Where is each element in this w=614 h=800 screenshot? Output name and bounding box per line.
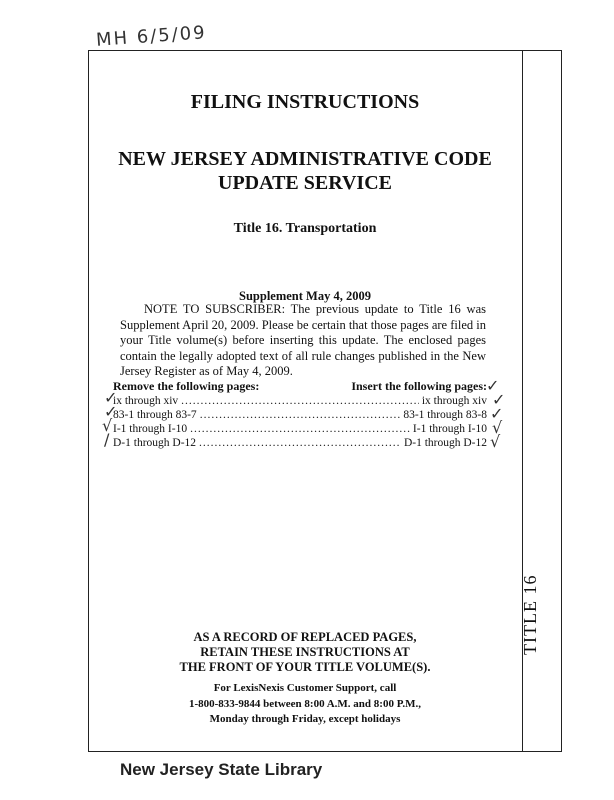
- leader-dots: [200, 409, 401, 421]
- table-row: [113, 395, 487, 409]
- customer-support: [88, 681, 522, 728]
- support-line: For LexisNexis Customer Support, call: [213, 682, 397, 694]
- record-line: THE FRONT OF YOUR TITLE VOLUME(S).: [179, 660, 431, 674]
- table-header: [113, 379, 487, 394]
- spine-label: TITLE 16: [520, 574, 540, 655]
- checkmark-icon: √: [490, 432, 501, 451]
- subscriber-note-text: NOTE TO SUBSCRIBER: The previous update to Title 16 was Supplement April 20, 2009. Please be certain that those pages are filed in your Title volume(s) before inserting this update. The enclosed pages contain the legally adopted text of all rule changes published in the New Jersey Register as of May 4, 2009.: [120, 302, 486, 378]
- record-line: AS A RECORD OF REPLACED PAGES,: [193, 630, 417, 644]
- checkmark-icon: /: [104, 430, 110, 449]
- code-heading-line2: UPDATE SERVICE: [218, 172, 392, 194]
- record-line: RETAIN THESE INSTRUCTIONS AT: [200, 645, 410, 659]
- library-stamp: New Jersey State Library: [120, 760, 323, 779]
- support-phone: 1-800-833-9844 between 8:00 A.M. and 8:00 P.M.,: [188, 697, 422, 710]
- checkmark-icon: √: [102, 416, 113, 435]
- checkmark-icon: ✓: [492, 390, 506, 409]
- insert-header: Insert the following pages:: [351, 379, 487, 393]
- handwritten-note: MH 6/5/09: [95, 22, 208, 51]
- checkmark-icon: ✓: [104, 402, 118, 421]
- remove-range: D-1 through D-12: [113, 437, 197, 449]
- remove-range: ix through xiv: [113, 395, 179, 407]
- table-row: [113, 423, 487, 437]
- checkmark-icon: ✓: [104, 388, 118, 407]
- leader-dots: [199, 437, 401, 449]
- leader-dots: [190, 423, 410, 435]
- insert-range: 83-1 through 83-8: [403, 409, 487, 421]
- supplement-date: Supplement May 4, 2009: [239, 289, 371, 303]
- code-heading: [88, 147, 522, 195]
- insert-range: I-1 through I-10: [412, 423, 487, 435]
- table-row: [113, 437, 487, 451]
- subscriber-note: [120, 302, 486, 380]
- record-instructions: [88, 630, 522, 675]
- support-line: Monday through Friday, except holidays: [209, 713, 401, 725]
- remove-header: Remove the following pages:: [113, 379, 260, 393]
- checkmark-icon: ✓: [486, 376, 500, 395]
- insert-range: D-1 through D-12: [403, 437, 487, 449]
- title-name: Title 16. Transportation: [233, 221, 377, 236]
- checkmark-icon: ✓: [490, 404, 504, 423]
- table-row: [113, 409, 487, 423]
- code-heading-line1: NEW JERSEY ADMINISTRATIVE CODE: [118, 148, 492, 170]
- remove-range: I-1 through I-10: [113, 423, 188, 435]
- remove-range: 83-1 through 83-7: [113, 409, 197, 421]
- insert-range: ix through xiv: [421, 395, 487, 407]
- leader-dots: [181, 395, 419, 407]
- checkmark-icon: √: [492, 418, 503, 437]
- page-title: FILING INSTRUCTIONS: [190, 91, 420, 113]
- page-replacement-table: [113, 379, 487, 451]
